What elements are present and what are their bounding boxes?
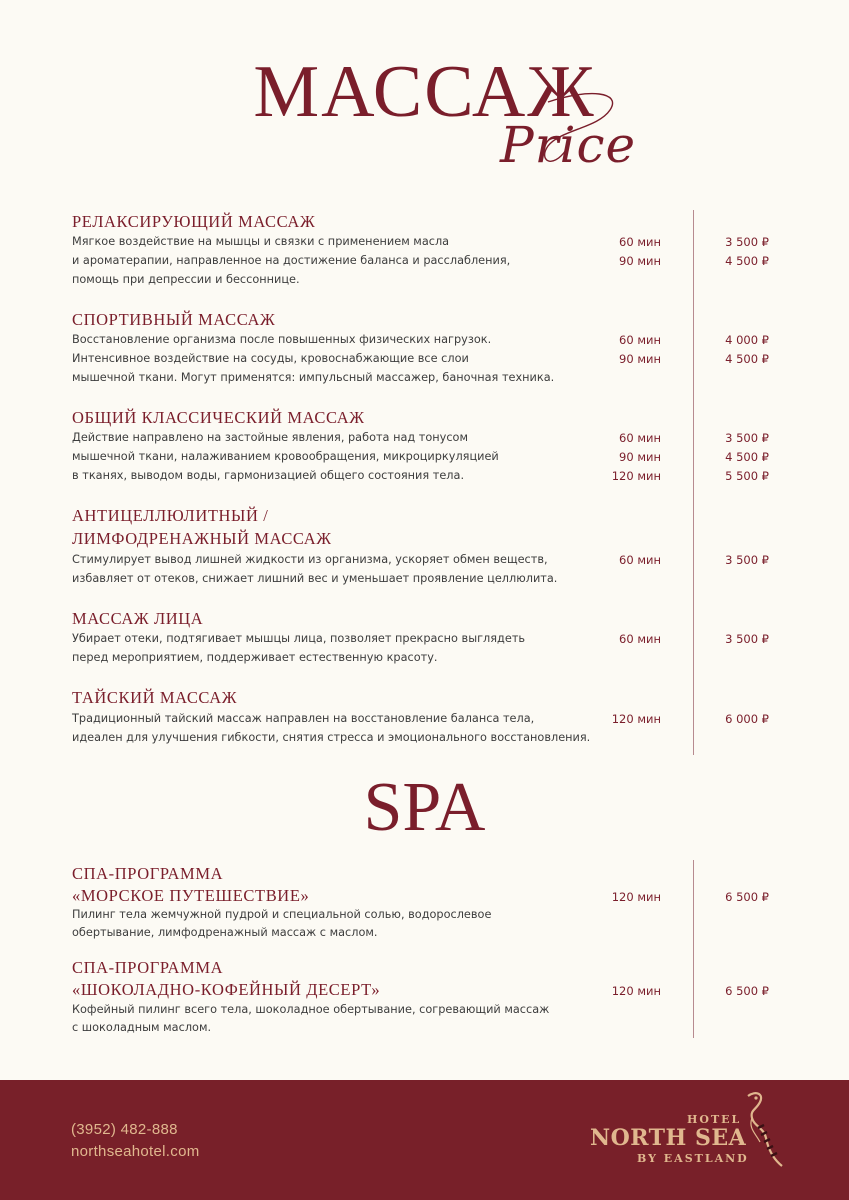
massage-duration: 120 мин bbox=[611, 712, 661, 726]
massage-item-description: в тканях, выводом воды, гармонизацией общего состояния тела. bbox=[72, 469, 465, 482]
spa-item-title: «МОРСКОЕ ПУТЕШЕСТВИЕ» bbox=[72, 886, 310, 905]
spa-item-title: «ШОКОЛАДНО-КОФЕЙНЫЙ ДЕСЕРТ» bbox=[72, 980, 381, 999]
footer-phone-link[interactable]: (3952) 482-888 bbox=[71, 1121, 178, 1138]
massage-duration: 60 мин bbox=[619, 632, 661, 646]
massage-price: 3 500 ₽ bbox=[725, 431, 769, 445]
massage-price: 4 500 ₽ bbox=[725, 352, 769, 366]
massage-item-description: Восстановление организма после повышенных физических нагрузок. bbox=[72, 333, 492, 346]
spa-price: 6 500 ₽ bbox=[725, 984, 769, 998]
massage-item-description: перед мероприятием, поддерживает естественную красоту. bbox=[72, 651, 438, 664]
footer-website-link[interactable]: northseahotel.com bbox=[71, 1143, 200, 1160]
massage-duration: 120 мин bbox=[611, 469, 661, 483]
massage-item-description: Убирает отеки, подтягивает мышцы лица, позволяет прекрасно выглядеть bbox=[72, 632, 526, 645]
massage-item-description: мышечной ткани, налаживанием кровообращения, микроциркуляцией bbox=[72, 450, 499, 463]
logo-name-text: NORTH SEA bbox=[590, 1125, 747, 1151]
spa-item-title: СПА-ПРОГРАММА bbox=[72, 864, 224, 883]
massage-item-description: избавляет от отеков, снижает лишний вес и уменьшает проявление целлюлита. bbox=[72, 572, 558, 585]
spa-item-description: Кофейный пилинг всего тела, шоколадное обертывание, согревающий массаж bbox=[72, 1003, 550, 1016]
title-swash-decoration bbox=[0, 0, 849, 200]
massage-price: 4 500 ₽ bbox=[725, 450, 769, 464]
massage-price: 4 000 ₽ bbox=[725, 333, 769, 347]
massage-item-description: и ароматерапии, направленное на достижение баланса и расслабления, bbox=[72, 254, 511, 267]
massage-item-title: РЕЛАКСИРУЮЩИЙ МАССАЖ bbox=[72, 212, 316, 231]
spa-item-description: Пилинг тела жемчужной пудрой и специальной солью, водорослевое bbox=[72, 908, 492, 921]
page-title: МАССАЖ bbox=[253, 51, 596, 133]
massage-price: 3 500 ₽ bbox=[725, 553, 769, 567]
massage-duration: 60 мин bbox=[619, 431, 661, 445]
massage-item-description: Интенсивное воздействие на сосуды, кровоснабжающие все слои bbox=[72, 352, 469, 365]
spa-price: 6 500 ₽ bbox=[725, 890, 769, 904]
massage-duration: 60 мин bbox=[619, 553, 661, 567]
spa-duration: 120 мин bbox=[611, 890, 661, 904]
massage-item-description: Мягкое воздействие на мышцы и связки с применением масла bbox=[72, 235, 450, 248]
massage-item-description: Действие направлено на застойные явления, работа над тонусом bbox=[72, 431, 468, 444]
massage-item-title: ЛИМФОДРЕНАЖНЫЙ МАССАЖ bbox=[72, 529, 332, 548]
massage-price: 5 500 ₽ bbox=[725, 469, 769, 483]
massage-item-title: ТАЙСКИЙ МАССАЖ bbox=[72, 688, 238, 707]
massage-price: 3 500 ₽ bbox=[725, 632, 769, 646]
seahorse-logo-icon bbox=[738, 1088, 788, 1170]
logo-by-text: BY EASTLAND bbox=[637, 1152, 749, 1165]
price-script-subtitle: Price bbox=[500, 116, 637, 174]
spa-item-title: СПА-ПРОГРАММА bbox=[72, 958, 224, 977]
massage-duration: 90 мин bbox=[619, 254, 661, 268]
spa-duration: 120 мин bbox=[611, 984, 661, 998]
massage-item-description: мышечной ткани. Могут применятся: импульсный массажер, баночная техника. bbox=[72, 371, 555, 384]
massage-item-title: СПОРТИВНЫЙ МАССАЖ bbox=[72, 310, 276, 329]
massage-item-description: Стимулирует вывод лишней жидкости из организма, ускоряет обмен веществ, bbox=[72, 553, 548, 566]
spa-item-description: с шоколадным маслом. bbox=[72, 1021, 212, 1034]
logo-hotel-text: HOTEL bbox=[687, 1113, 742, 1126]
massage-item-description: идеален для улучшения гибкости, снятия стресса и эмоционального восстановления. bbox=[72, 731, 591, 744]
massage-item-title: ОБЩИЙ КЛАССИЧЕСКИЙ МАССАЖ bbox=[72, 408, 365, 427]
price-column-divider-spa bbox=[693, 860, 694, 1038]
massage-duration: 90 мин bbox=[619, 352, 661, 366]
massage-duration: 90 мин bbox=[619, 450, 661, 464]
massage-item-description: Традиционный тайский массаж направлен на восстановление баланса тела, bbox=[72, 712, 535, 725]
massage-duration: 60 мин bbox=[619, 333, 661, 347]
spa-section-title: SPA bbox=[363, 769, 486, 846]
massage-duration: 60 мин bbox=[619, 235, 661, 249]
spa-item-description: обертывание, лимфодренажный массаж с маслом. bbox=[72, 926, 378, 939]
massage-price: 3 500 ₽ bbox=[725, 235, 769, 249]
massage-item-title: МАССАЖ ЛИЦА bbox=[72, 609, 204, 628]
massage-item-description: помощь при депрессии и бессоннице. bbox=[72, 273, 300, 286]
massage-item-title: АНТИЦЕЛЛЮЛИТНЫЙ / bbox=[72, 506, 269, 525]
massage-price: 6 000 ₽ bbox=[725, 712, 769, 726]
massage-price: 4 500 ₽ bbox=[725, 254, 769, 268]
